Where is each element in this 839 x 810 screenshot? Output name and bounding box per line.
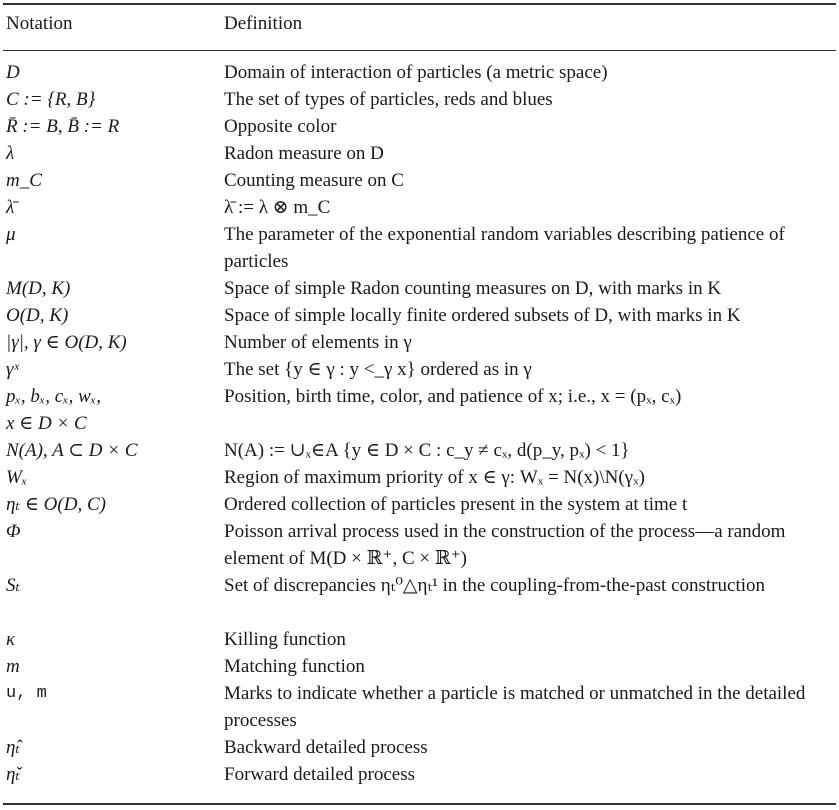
notation-cell: M(D, K)	[6, 278, 71, 299]
definition-cell: N(A) := ∪ₓ∈A {y ∈ D × C : c_y ≠ cₓ, d(p_y, pₓ) < 1}	[224, 440, 630, 461]
notation-cell: ηₜ ∈ O(D, C)	[6, 494, 106, 515]
notation-cell: η̂ₜ	[6, 737, 21, 758]
table-header-rule	[3, 50, 836, 51]
notation-cell: C := {R, B}	[6, 89, 96, 110]
definition-cell: Radon measure on D	[224, 143, 384, 164]
definition-cell: Space of simple locally finite ordered subsets of D, with marks in K	[224, 305, 741, 326]
table-row	[0, 86, 839, 113]
table-row	[0, 356, 839, 383]
notation-cell: m_C	[6, 170, 42, 191]
table-row	[0, 329, 839, 356]
definition-cell: The set {y ∈ γ : y <_γ x} ordered as in γ	[224, 359, 532, 380]
definition-cell: Ordered collection of particles present in the system at time t	[224, 494, 688, 515]
notation-cell: N(A), A ⊂ D × C	[6, 440, 138, 461]
definition-cell: Forward detailed process	[224, 764, 415, 785]
notation-cell: O(D, K)	[6, 305, 69, 326]
table-row	[0, 491, 839, 518]
notation-cell: λ̄	[6, 197, 15, 218]
definition-cell: Opposite color	[224, 116, 337, 137]
notation-cell: Sₜ	[6, 575, 21, 596]
notation-cell: γˣ	[6, 359, 19, 380]
table-row	[0, 518, 839, 572]
notation-cell: η̌ₜ	[6, 764, 21, 785]
notation-cell: Φ	[6, 521, 21, 542]
table-top-rule	[3, 3, 836, 5]
definition-cell: Domain of interaction of particles (a metric space)	[224, 62, 608, 83]
table-row	[0, 221, 839, 275]
definition-cell: Marks to indicate whether a particle is matched or unmatched in the detailed processes	[224, 683, 806, 731]
notation-cell: pₓ, bₓ, cₓ, wₓ, x ∈ D × C	[6, 386, 101, 434]
definition-cell: Matching function	[224, 656, 365, 677]
definition-cell: Counting measure on C	[224, 170, 404, 191]
definition-cell: Set of discrepancies ηₜ⁰△ηₜ¹ in the coupling-from-the-past construction	[224, 575, 765, 596]
table-row	[0, 653, 839, 680]
notation-cell: m	[6, 656, 20, 677]
table-row	[0, 140, 839, 167]
table-bottom-rule	[3, 803, 836, 805]
notation-cell: D	[6, 62, 20, 83]
definition-cell: Poisson arrival process used in the construction of the process—a random element of M(D × ℝ⁺, C × ℝ⁺)	[224, 521, 786, 569]
notation-cell: R̄ := B, B̄ := R	[6, 116, 120, 137]
notation-cell: |γ|, γ ∈ O(D, K)	[6, 332, 127, 353]
notation-cell: u, m	[6, 684, 47, 703]
table-body	[0, 59, 839, 788]
notation-cell: λ	[6, 143, 15, 164]
table-row	[0, 167, 839, 194]
header-notation: Notation	[6, 13, 73, 34]
notation-cell: μ	[6, 224, 16, 245]
table-row	[0, 680, 839, 734]
definition-cell: The set of types of particles, reds and blues	[224, 89, 553, 110]
definition-cell: The parameter of the exponential random variables describing patience of particles	[224, 224, 785, 272]
definition-cell: λ̄ := λ ⊗ m_C	[224, 197, 331, 218]
table-row	[0, 437, 839, 464]
table-row	[0, 113, 839, 140]
definition-cell: Region of maximum priority of x ∈ γ: Wₓ = N(x)\N(γₓ)	[224, 467, 645, 488]
definition-cell: Killing function	[224, 629, 346, 650]
definition-cell: Space of simple Radon counting measures on D, with marks in K	[224, 278, 722, 299]
table-row	[0, 383, 839, 437]
header-definition: Definition	[224, 13, 303, 34]
definition-cell: Position, birth time, color, and patience of x; i.e., x = (pₓ, cₓ)	[224, 386, 682, 407]
table-row	[0, 194, 839, 221]
table-row	[0, 302, 839, 329]
table-row	[0, 572, 839, 626]
notation-cell: Wₓ	[6, 467, 28, 488]
table-row	[0, 464, 839, 491]
table-row	[0, 275, 839, 302]
table-row	[0, 59, 839, 86]
definition-cell: Backward detailed process	[224, 737, 428, 758]
table-row	[0, 761, 839, 788]
table-row	[0, 626, 839, 653]
notation-cell: κ	[6, 629, 16, 650]
definition-cell: Number of elements in γ	[224, 332, 412, 353]
table-row	[0, 734, 839, 761]
